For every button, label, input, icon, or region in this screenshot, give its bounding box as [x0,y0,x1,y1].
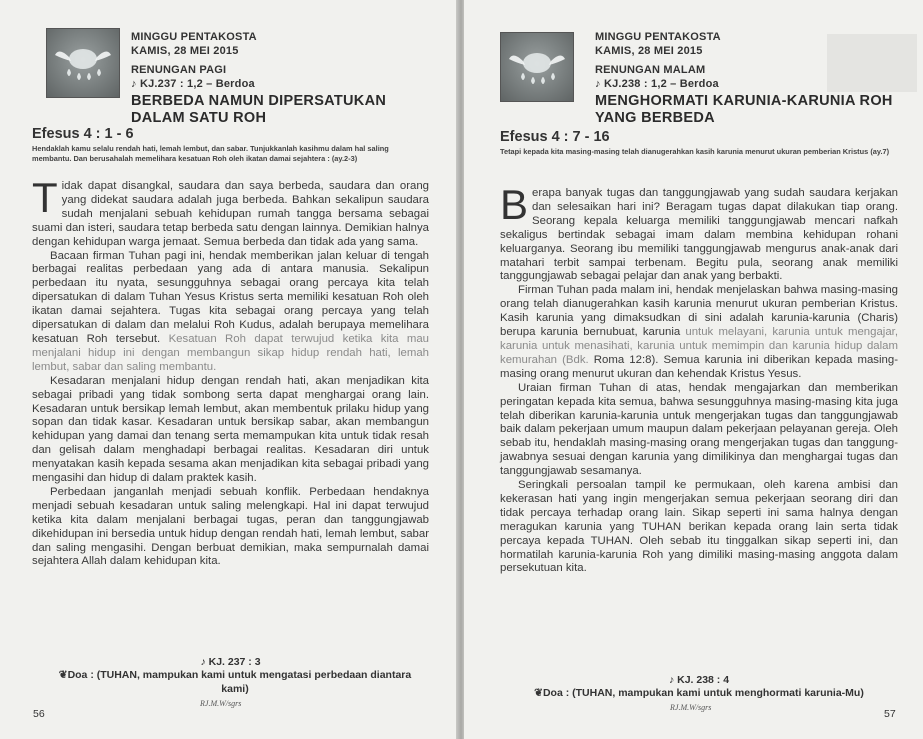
paragraph-text: Roma 12:8). Semua karunia ini diberikan kepada masing-masing orang menurut ukuran dan kehendak Kristus Yesus. [500,353,898,380]
faded-stamp [827,34,917,92]
paragraph [32,250,429,375]
paragraph: Uraian firman Tuhan di atas, hendak mengajarkan dan memberikan peringatan kepada kita semua, bahwa sesungguhnya masing-masing kita juga telah diberikan karunia-karunia untuk mengerjakan tugas dan tanggungjawab baik dalam pekerjaan umum maupun dalam pekerjaan pelayanan gereja. Oleh sebab itu, hendaklah masing-masing orang mengerjakan tugas dan tanggung-jawabnya sesuai dengan karunia yang dimilikinya dan menghargai tugas dan tanggungjawab sesamanya. [500,381,898,478]
closing-hymn: ♪ KJ. 238 : 4 [668,674,730,686]
paragraph [32,174,429,250]
week-label: MINGGU PENTAKOSTA [595,31,721,43]
hymn-label: ♪ KJ.238 : 1,2 – Berdoa [595,78,719,90]
paragraph-text: idak dapat disangkal, saudara dan saya berbeda, saudara dan orang yang didekat saudara adalah juga berbeda. Bahkan sekalipun saudara sudah menjalani sebuah kehidupan rumah tangga bersama sebagai suami dan isteri, saudara tetap berbeda satu dengan lainnya. Demikian halnya dengan kehidupan warga jemaat. Semua berbeda dan tidak ada yang sama. [32,180,429,248]
author-signature: RJ.M.W/sgrs [200,699,242,708]
body-text [500,181,898,576]
paragraph-text-faded: Kesatuan Roh dapat terwujud ketika kita mau menjalani hidup ini dengan membangun sikap hidup rendah hati, lemah lembut, sabar dan saling membantu. [32,332,429,373]
date-label: KAMIS, 28 MEI 2015 [595,45,703,57]
scripture-reference: Efesus 4 : 1 - 6 [32,126,134,142]
session-label: RENUNGAN PAGI [131,64,227,76]
paragraph-text-faded: untuk melayani, karunia untuk mengajar, karunia untuk menasihati, karunia untuk memimpin dan karunia hidup dalam kemurahan (Bdk. [500,326,898,366]
prayer-text: ❦Doa : (TUHAN, mampukan kami untuk mengatasi perbedaan diantara kami) [58,669,412,695]
right-page [464,0,923,739]
devotion-title: MENGHORMATI KARUNIA-KARUNIA ROH YANG BERBEDA [595,93,893,126]
page-number: 57 [884,708,896,720]
paragraph-text: Bacaan firman Tuhan pagi ini, hendak memberikan jalan keluar di tengah berbagai realitas perbedaan yang ada di antara manusia. Sekalipun perbedaan itu nyata, sesungguhnya sebagai orang percaya kita telah dipersatukan di dalam Tuhan Yesus Kristus serta memiliki kesatuan Roh oleh ikatan damai sejahtera. Tugas kita sebagai orang percaya yang telah dipersatukan di dalam dan melalui Roh Kudus, adalah berupaya memelihara kesatuan Roh tersebut. [32,249,429,345]
closing-hymn: ♪ KJ. 237 : 3 [200,656,261,668]
paragraph: Perbedaan janganlah menjadi sebuah konflik. Perbedaan hendaknya menjadi sebuah kesadaran untuk saling melengkapi. Hal ini dapat terwujud ketika kita dalam menjalani berbagai tugas, peran dan tanggungjawab dikehidupan ini bersedia untuk hidup dengan rendah hati, lemah lembut, sabar dan saling mengasihi. Dengan berbuat demikian, maka sempurnalah damai sejahtera Allah dalam kehidupan kita. [32,485,429,568]
scripture-reference: Efesus 4 : 7 - 16 [500,129,610,145]
session-label: RENUNGAN MALAM [595,64,706,76]
paragraph: Kesadaran menjalani hidup dengan rendah hati, akan menjadikan kita sebagai pribadi yang tidak sombong serta dapat menghargai orang lain. Kesadaran untuk bersikap lemah lembut, akan membentuk prilaku hidup yang sopan dan tidak kasar. Kesadaran untuk bersikap sabar, akan membangun kehidupan yang damai dan tenang serta memampukan kita untuk tidak resah dan gelisah dalam menghadapi berbagai realitas. Kesadaran diri untuk menyatakan kasih kepada sesama akan menjadikan kita sebagai pribadi yang mengasihi dan hidup di dalam praktek kasih. [32,374,429,485]
date-label: KAMIS, 28 MEI 2015 [131,45,239,57]
paragraph-text: Firman Tuhan pada malam ini, hendak menjelaskan bahwa masing-masing orang telah dianugerahkan kasih karunia menurut ukuran pemberian Kristus. Kasih karunia yang dimaksudkan di sini adalah karunia-karunia (Charis) berupa karunia bernubuat, karunia [500,284,898,339]
pentecost-dove-icon [46,28,120,98]
week-label: MINGGU PENTAKOSTA [131,31,257,43]
author-signature: RJ.M.W/sgrs [670,703,712,712]
devotion-title: BERBEDA NAMUN DIPERSATUKAN DALAM SATU ROH [131,93,387,126]
paragraph [500,284,898,381]
prayer-text: ❦Doa : (TUHAN, mampukan kami untuk menghormati karunia-Mu) [534,687,864,699]
paragraph-text: erapa banyak tugas dan tanggungjawab yang sudah saudara kerjakan dan selesaikan hari ini? Beragam tugas dapat dilakukan tiap orang. Seorang kepala keluarga memiliki tanggungjawab mencari nafkah sekaligus bertindak sebagai imam dalam membina kehidupan rohani keluarganya. Seorang ibu memiliki tanggungjawab mengurus anak-anak dari matahari terbit sampai terbenam. Begitu pula, seorang anak memiliki tanggungjawab sebagai pelajar dan anak yang berbakti. [500,187,898,283]
drop-cap: B [500,181,529,228]
header-block [595,30,721,91]
pentecost-dove-icon [500,32,574,102]
drop-cap: T [32,174,58,221]
left-page [0,0,458,739]
key-verse: Tetapi kepada kita masing-masing telah dianugerahkan kasih karunia menurut ukuran pemberian Kristus (ay.7) [500,147,890,156]
hymn-label: ♪ KJ.237 : 1,2 – Berdoa [131,78,255,90]
body-text [32,174,429,569]
paragraph: Seringkali persoalan tampil ke permukaan, oleh karena ambisi dan kekerasan hati yang ingin mengerjakan semua pekerjaan seorang diri dan tidak percaya terhadap orang lain. Sikap seperti ini sama halnya dengan meragukan karunia yang TUHAN berikan kepada orang lain serta tidak percaya kepada TUHAN. Oleh sebab itu tinggalkan sikap seperti ini, dan hormatilah karunia-karunia Roh yang dimiliki masing-masing anggota dalam persekutuan kita. [500,479,898,575]
paragraph [500,181,898,284]
header-block [131,30,257,91]
page-number: 56 [33,708,45,720]
key-verse: Hendaklah kamu selalu rendah hati, lemah lembut, dan sabar. Tunjukkanlah kasihmu dalam hal saling membantu. Dan berusahalah memelihara kesatuan Roh oleh ikatan damai sejahtera : (ay.2-3) [32,144,389,163]
